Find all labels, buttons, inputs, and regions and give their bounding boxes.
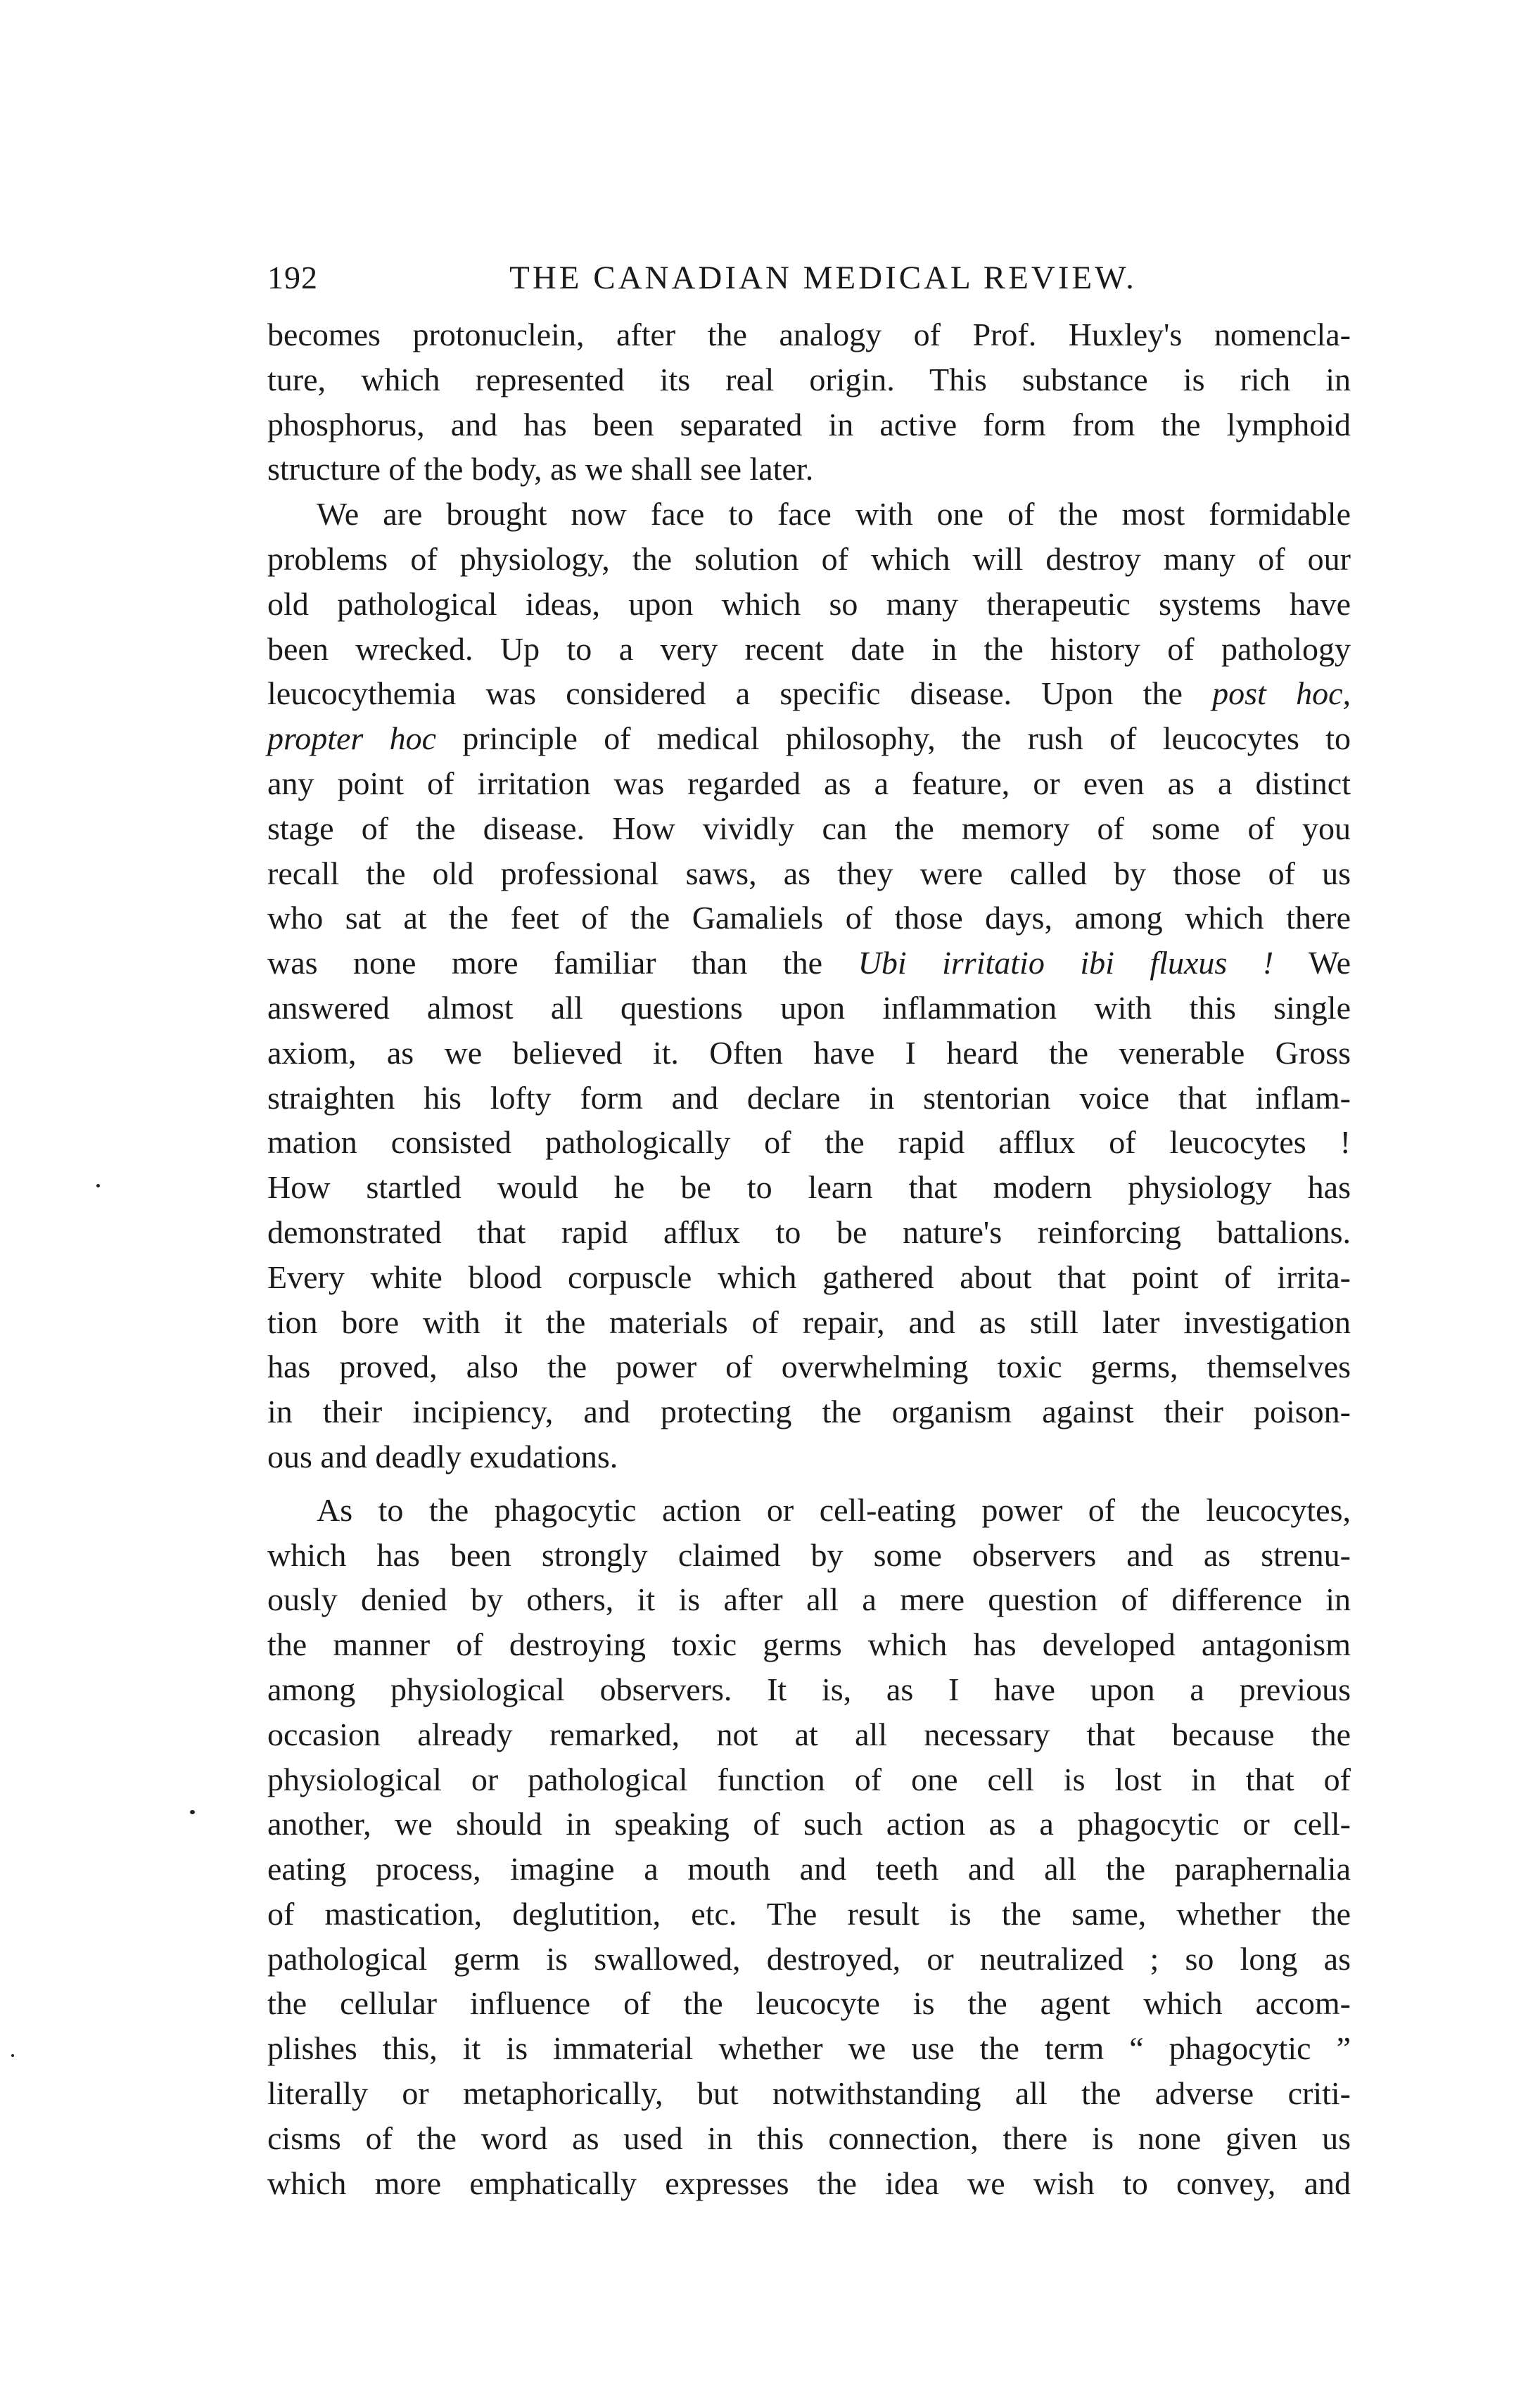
text-line (267, 896, 1351, 941)
text-line (267, 1300, 1351, 1345)
text-line (267, 1533, 1351, 1578)
text-line (267, 1622, 1351, 1667)
text-segment: leucocythemia was considered a specific disease. Upon the (267, 675, 1213, 712)
text-segment: occasion already remarked, not at all necessary that because the (267, 1716, 1351, 1752)
scan-speck (190, 1810, 195, 1814)
text-segment: physiological or pathological function of one cell is lost in that of (267, 1761, 1351, 1797)
text-line (267, 1847, 1351, 1892)
scan-speck (11, 2054, 14, 2057)
text-segment: has proved, also the power of overwhelming toxic germs, themselves (267, 1349, 1351, 1385)
text-line (267, 716, 1351, 761)
text-line (267, 2071, 1351, 2116)
text-segment: plishes this, it is immaterial whether we use the term “ phagocytic ” (267, 2030, 1351, 2067)
italic-phrase: propter hoc (267, 720, 437, 757)
text-line (267, 492, 1351, 537)
text-line (267, 671, 1351, 716)
text-line (267, 761, 1351, 806)
text-line (267, 1802, 1351, 1847)
text-segment: eating process, imagine a mouth and teeth and all the paraphernalia (267, 1851, 1351, 1887)
text-line (267, 447, 1351, 492)
text-segment: who sat at the feet of the Gamaliels of those days, among which there (267, 900, 1351, 936)
text-line (267, 1255, 1351, 1300)
text-segment: Every white blood corpuscle which gathered about that point of irrita- (267, 1259, 1351, 1295)
text-segment: of mastication, deglutition, etc. The result is the same, whether the (267, 1895, 1351, 1932)
text-segment: axiom, as we believed it. Often have I heard the venerable Gross (267, 1034, 1351, 1071)
text-line (267, 1434, 1351, 1479)
text-line (267, 1712, 1351, 1757)
text-segment: been wrecked. Up to a very recent date in the history of pathology (267, 630, 1351, 667)
text-segment: another, we should in speaking of such action as a phagocytic or cell- (267, 1806, 1351, 1842)
text-segment: ture, which represented its real origin. This substance is rich in (267, 361, 1351, 397)
text-line (267, 312, 1351, 357)
italic-phrase: Ubi irritatio ibi fluxus ! (858, 945, 1274, 981)
text-segment: becomes protonuclein, after the analogy of Prof. Huxley's nomencla- (267, 317, 1351, 352)
text-line (267, 1488, 1351, 1533)
text-segment: among physiological observers. It is, as I have upon a previous (267, 1671, 1351, 1707)
text-segment: structure of the body, as we shall see later. (267, 451, 814, 488)
text-line (267, 941, 1351, 986)
text-segment: ously denied by others, it is after all a mere question of difference in (267, 1581, 1351, 1618)
text-segment: any point of irritation was regarded as a feature, or even as a distinct (267, 765, 1351, 801)
page-header (267, 253, 1351, 302)
text-line (267, 2161, 1351, 2206)
text-segment: cisms of the word as used in this connection, there is none given us (267, 2120, 1351, 2156)
text-segment: in their incipiency, and protecting the organism against their poison- (267, 1394, 1351, 1430)
text-segment: straighten his lofty form and declare in stentorian voice that inflam- (267, 1079, 1351, 1116)
text-segment: We are brought now face to face with one of the most formidable (317, 496, 1351, 533)
text-line (267, 1120, 1351, 1165)
running-head: THE CANADIAN MEDICAL REVIEW. (509, 260, 1137, 296)
text-line (267, 1892, 1351, 1937)
italic-phrase: post hoc, (1212, 675, 1351, 712)
text-line (267, 1389, 1351, 1434)
text-line (267, 806, 1351, 851)
text-segment: literally or metaphorically, but notwithstanding all the adverse criti- (267, 2075, 1351, 2112)
scan-speck (96, 1184, 100, 1187)
text-line (267, 1667, 1351, 1712)
text-line (267, 1344, 1351, 1389)
text-segment: principle of medical philosophy, the rush of leucocytes to (436, 720, 1351, 757)
text-segment: tion bore with it the materials of repair, and as still later investigation (267, 1304, 1351, 1340)
text-segment: mation consisted pathologically of the rapid afflux of leucocytes ! (267, 1124, 1351, 1161)
page-number: 192 (267, 260, 318, 295)
text-segment: How startled would he be to learn that modern physiology has (267, 1169, 1351, 1206)
text-segment: problems of physiology, the solution of which will destroy many of our (267, 540, 1351, 577)
text-line (267, 1076, 1351, 1121)
text-segment: stage of the disease. How vividly can the memory of some of you (267, 810, 1351, 846)
text-line (267, 1937, 1351, 1982)
text-line (267, 357, 1351, 402)
text-line (267, 986, 1351, 1031)
text-segment: answered almost all questions upon inflammation with this single (267, 989, 1351, 1026)
text-line (267, 627, 1351, 672)
text-segment: recall the old professional saws, as they were called by those of us (267, 855, 1351, 891)
body-text (267, 312, 1351, 2205)
text-segment: was none more familiar than the (267, 945, 858, 981)
text-line (267, 1757, 1351, 1802)
text-segment: We (1273, 945, 1351, 981)
text-segment: the manner of destroying toxic germs which has developed antagonism (267, 1626, 1351, 1663)
text-segment: phosphorus, and has been separated in active form from the lymphoid (267, 406, 1351, 442)
text-segment: which more emphatically expresses the idea we wish to convey, and (267, 2165, 1351, 2201)
text-line (267, 2026, 1351, 2071)
text-segment: which has been strongly claimed by some observers and as strenu- (267, 1536, 1351, 1573)
text-line (267, 1981, 1351, 2026)
text-line (267, 2116, 1351, 2161)
text-segment: pathological germ is swallowed, destroyed, or neutralized ; so long as (267, 1940, 1351, 1977)
text-line (267, 1031, 1351, 1076)
text-line (267, 402, 1351, 447)
text-line (267, 1577, 1351, 1622)
text-line (267, 537, 1351, 582)
text-line (267, 1210, 1351, 1255)
text-segment: ous and deadly exudations. (267, 1438, 618, 1474)
text-segment: the cellular influence of the leucocyte is the agent which accom- (267, 1985, 1351, 2022)
text-line (267, 1165, 1351, 1210)
text-segment: old pathological ideas, upon which so many therapeutic systems have (267, 585, 1351, 622)
text-segment: As to the phagocytic action or cell-eating power of the leucocytes, (317, 1491, 1351, 1528)
text-line (267, 582, 1351, 627)
text-line (267, 851, 1351, 896)
text-segment: demonstrated that rapid afflux to be nature's reinforcing battalions. (267, 1213, 1351, 1250)
